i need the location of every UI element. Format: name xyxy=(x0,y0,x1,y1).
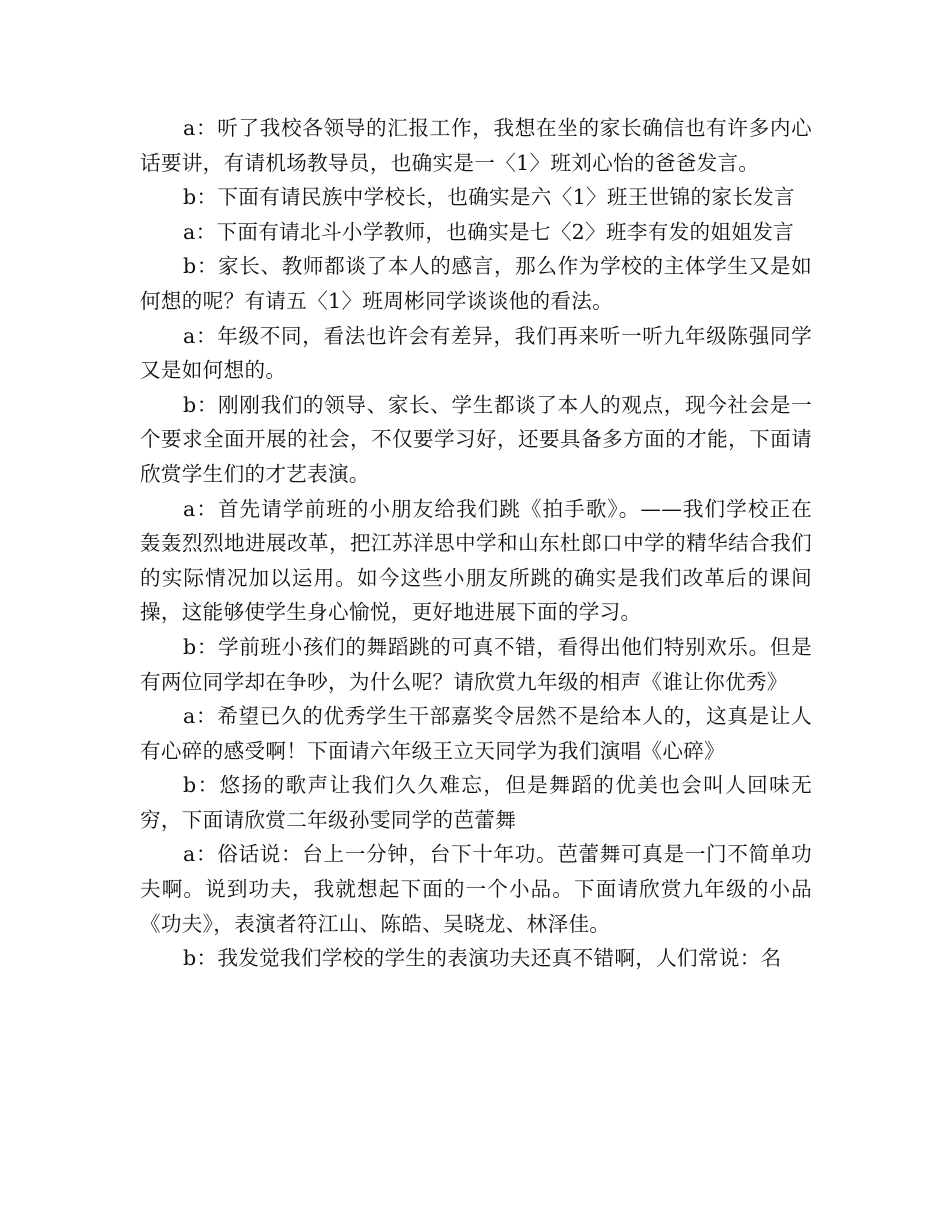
paragraph-text: b：家长、教师都谈了本人的感言，那么作为学校的主体学生又是如何想的呢？有请五〈1〉班周彬同学谈谈他的看法。 xyxy=(140,254,812,313)
paragraph-text: a：希望已久的优秀学生干部嘉奖令居然不是给本人的，这真是让人有心碎的感受啊！下面请六年级王立天同学为我们演唱《心碎》 xyxy=(140,704,812,763)
paragraph xyxy=(140,630,812,699)
paragraph xyxy=(140,249,812,318)
paragraph xyxy=(140,941,812,976)
paragraph xyxy=(140,768,812,837)
paragraph-text: a：首先请学前班的小朋友给我们跳《拍手歌》。——我们学校正在轰轰烈烈地进展改革，把江苏洋思中学和山东杜郎口中学的精华结合我们的实际情况加以运用。如今这些小朋友所跳的确实是我们改革后的课间操，这能够使学生身心愉悦，更好地进展下面的学习。 xyxy=(140,496,812,625)
paragraph-text: a：俗话说：台上一分钟，台下十年功。芭蕾舞可真是一门不简单功夫啊。说到功夫，我就想起下面的一个小品。下面请欣赏九年级的小品《功夫》，表演者符江山、陈皓、吴晓龙、林泽佳。 xyxy=(140,842,812,936)
paragraph-text: b：悠扬的歌声让我们久久难忘，但是舞蹈的优美也会叫人回味无穷，下面请欣赏二年级孙雯同学的芭蕾舞 xyxy=(140,773,812,832)
paragraph-text: b：下面有请民族中学校长，也确实是六〈1〉班王世锦的家长发言 xyxy=(183,185,795,210)
paragraph xyxy=(140,699,812,768)
paragraph-text: a：听了我校各领导的汇报工作，我想在坐的家长确信也有许多内心话要讲，有请机场教导员，也确实是一〈1〉班刘心怡的爸爸发言。 xyxy=(140,116,812,175)
paragraph-text: a：下面有请北斗小学教师，也确实是七〈2〉班李有发的姐姐发言 xyxy=(183,219,795,244)
paragraph-text: b：刚刚我们的领导、家长、学生都谈了本人的观点，现今社会是一个要求全面开展的社会，不仅要学习好，还要具备多方面的才能，下面请欣赏学生们的才艺表演。 xyxy=(140,392,812,486)
document-body xyxy=(140,111,812,976)
paragraph xyxy=(140,837,812,941)
paragraph xyxy=(140,215,812,250)
paragraph-text: a：年级不同，看法也许会有差异，我们再来听一听九年级陈强同学又是如何想的。 xyxy=(140,323,812,383)
paragraph xyxy=(140,180,812,215)
paragraph xyxy=(140,388,812,492)
paragraph xyxy=(140,111,812,180)
paragraph-text: b：我发觉我们学校的学生的表演功夫还真不错啊，人们常说：名 xyxy=(183,946,782,971)
paragraph xyxy=(140,492,812,630)
paragraph-text: b：学前班小孩们的舞蹈跳的可真不错，看得出他们特别欢乐。但是有两位同学却在争吵，为什么呢？请欣赏九年级的相声《谁让你优秀》 xyxy=(140,634,812,694)
paragraph xyxy=(140,319,812,388)
